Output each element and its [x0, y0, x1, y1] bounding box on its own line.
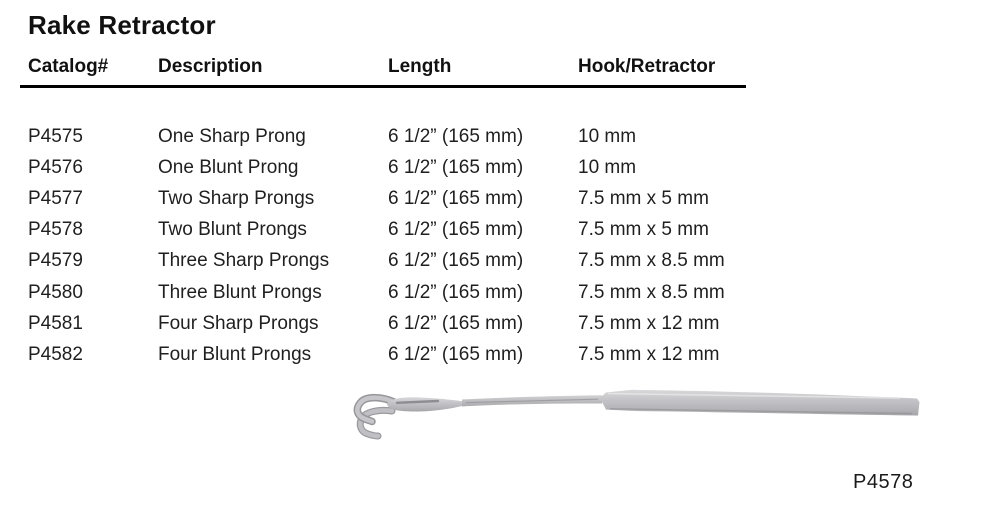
cell-description: Three Blunt Prongs [158, 281, 322, 303]
figure-caption: P4578 [853, 471, 914, 493]
page-title: Rake Retractor [28, 10, 216, 40]
cell-length: 6 1/2” (165 mm) [388, 125, 524, 147]
table-row [20, 121, 746, 152]
table-row [20, 183, 746, 214]
cell-length: 6 1/2” (165 mm) [388, 156, 524, 178]
cell-description: Three Sharp Prongs [158, 250, 330, 272]
table-row [20, 215, 746, 246]
cell-catalog: P4576 [28, 156, 83, 178]
cell-hook: 7.5 mm x 12 mm [578, 312, 720, 334]
cell-description: One Sharp Prong [158, 125, 306, 147]
cell-catalog: P4580 [28, 281, 83, 303]
header-catalog: Catalog# [28, 56, 109, 77]
header-hook-retractor: Hook/Retractor [578, 56, 716, 77]
cell-hook: 10 mm [578, 156, 637, 178]
table-header-row [20, 56, 746, 88]
cell-length: 6 1/2” (165 mm) [388, 343, 524, 365]
cell-description: Two Blunt Prongs [158, 219, 307, 241]
cell-length: 6 1/2” (165 mm) [388, 219, 524, 241]
cell-catalog: P4582 [28, 343, 83, 365]
rake-retractor-instrument-photo [340, 382, 932, 446]
cell-hook: 7.5 mm x 12 mm [578, 343, 720, 365]
cell-length: 6 1/2” (165 mm) [388, 312, 524, 334]
table-row [20, 339, 746, 370]
cell-hook: 7.5 mm x 8.5 mm [578, 281, 725, 303]
cell-description: Two Sharp Prongs [158, 187, 315, 209]
cell-hook: 10 mm [578, 125, 637, 147]
cell-hook: 7.5 mm x 8.5 mm [578, 250, 725, 272]
cell-hook: 7.5 mm x 5 mm [578, 187, 709, 209]
cell-hook: 7.5 mm x 5 mm [578, 219, 709, 241]
cell-description: One Blunt Prong [158, 156, 299, 178]
cell-catalog: P4577 [28, 187, 83, 209]
cell-catalog: P4581 [28, 312, 83, 334]
table-row [20, 277, 746, 308]
table-row [20, 152, 746, 183]
table-row [20, 308, 746, 339]
table-body [20, 121, 746, 371]
header-description: Description [158, 56, 263, 77]
cell-catalog: P4578 [28, 219, 83, 241]
cell-length: 6 1/2” (165 mm) [388, 187, 524, 209]
cell-length: 6 1/2” (165 mm) [388, 281, 524, 303]
cell-description: Four Blunt Prongs [158, 343, 312, 365]
rake-retractor-illustration [340, 382, 932, 446]
cell-catalog: P4575 [28, 125, 83, 147]
cell-length: 6 1/2” (165 mm) [388, 250, 524, 272]
header-length: Length [388, 56, 452, 77]
table-row [20, 246, 746, 277]
cell-catalog: P4579 [28, 250, 83, 272]
cell-description: Four Sharp Prongs [158, 312, 319, 334]
